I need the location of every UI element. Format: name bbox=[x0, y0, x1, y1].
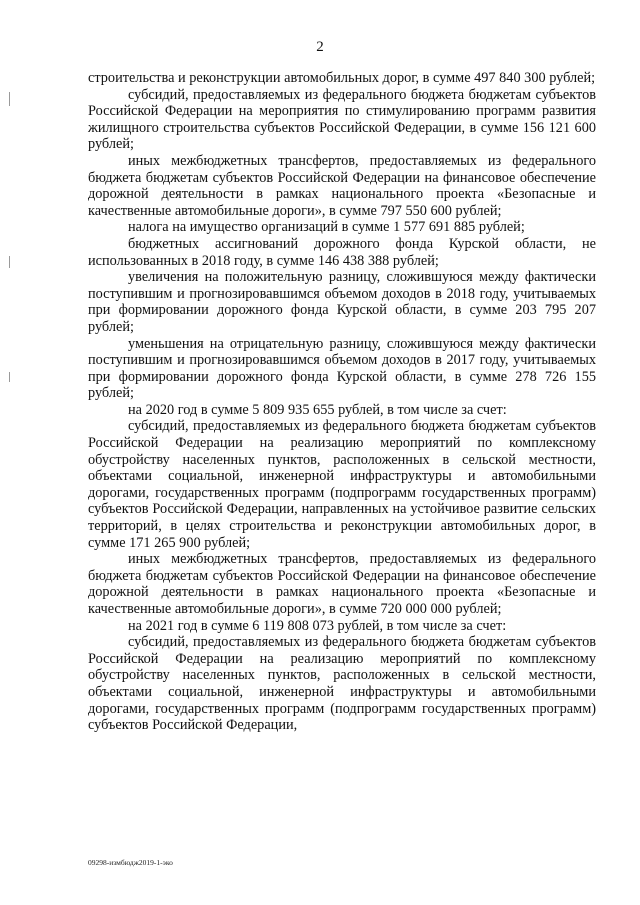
paragraph: субсидий, предоставляемых из федерального бюджета бюджетам субъектов Российской Федерации на реализацию мероприятий по комплексному обустройству населенных пунктов, расположенных в сельской местности, объектами социальной, инженерной инфраструктуры и автомобильными дорогами, государственных программ (подпрограмм государственных программ) субъектов Российской Федерации, направленных на устойчивое развитие сельских территорий, в целях строительства и реконструкции автомобильных дорог, в сумме 171 265 900 рублей; bbox=[88, 418, 596, 551]
document-body bbox=[88, 70, 596, 734]
paragraph: бюджетных ассигнований дорожного фонда Курской области, не использованных в 2018 году, в сумме 146 438 388 рублей; bbox=[88, 235, 596, 269]
scan-margin-mark bbox=[9, 256, 10, 268]
document-footer-code: 09298-измбюдж2019-1-эко bbox=[88, 858, 173, 867]
scan-margin-mark bbox=[9, 372, 10, 382]
page-number: 2 bbox=[316, 39, 324, 55]
scan-margin-mark bbox=[9, 92, 10, 106]
paragraph: строительства и реконструкции автомобильных дорог, в сумме 497 840 300 рублей; bbox=[88, 70, 596, 86]
paragraph: увеличения на положительную разницу, сложившуюся между фактически поступившим и прогнозировавшимся объемом доходов в 2018 году, учитываемых при формировании дорожного фонда Курской области, в сумме 203 795 207 рублей; bbox=[88, 269, 596, 335]
paragraph: на 2021 год в сумме 6 119 808 073 рублей, в том числе за счет: bbox=[128, 617, 507, 634]
paragraph: уменьшения на отрицательную разницу, сложившуюся между фактически поступившим и прогнозировавшимся объемом доходов в 2017 году, учитываемых при формировании дорожного фонда Курской области, в сумме 278 726 155 рублей; bbox=[88, 335, 596, 402]
paragraph: налога на имущество организаций в сумме 1 577 691 885 рублей; bbox=[128, 219, 525, 236]
paragraph: субсидий, предоставляемых из федерального бюджета бюджетам субъектов Российской Федерации на мероприятия по стимулированию программ развития жилищного строительства субъектов Российской Федерации, в сумме 156 121 600 рублей; bbox=[88, 86, 596, 153]
paragraph: иных межбюджетных трансфертов, предоставляемых из федерального бюджета бюджетам субъектов Российской Федерации на финансовое обеспечение дорожной деятельности в рамках национального проекта «Безопасные и качественные автомобильные дороги», в сумме 720 000 000 рублей; bbox=[88, 551, 596, 617]
paragraph: субсидий, предоставляемых из федерального бюджета бюджетам субъектов Российской Федерации на реализацию мероприятий по комплексному обустройству населенных пунктов, расположенных в сельской местности, объектами социальной, инженерной инфраструктуры и автомобильными дорогами, государственных программ (подпрограмм государственных программ) субъектов Российской Федерации, bbox=[88, 634, 596, 734]
paragraph: на 2020 год в сумме 5 809 935 655 рублей, в том числе за счет: bbox=[128, 401, 507, 418]
paragraph: иных межбюджетных трансфертов, предоставляемых из федерального бюджета бюджетам субъектов Российской Федерации на финансовое обеспечение дорожной деятельности в рамках национального проекта «Безопасные и качественные автомобильные дороги», в сумме 797 550 600 рублей; bbox=[88, 152, 596, 219]
